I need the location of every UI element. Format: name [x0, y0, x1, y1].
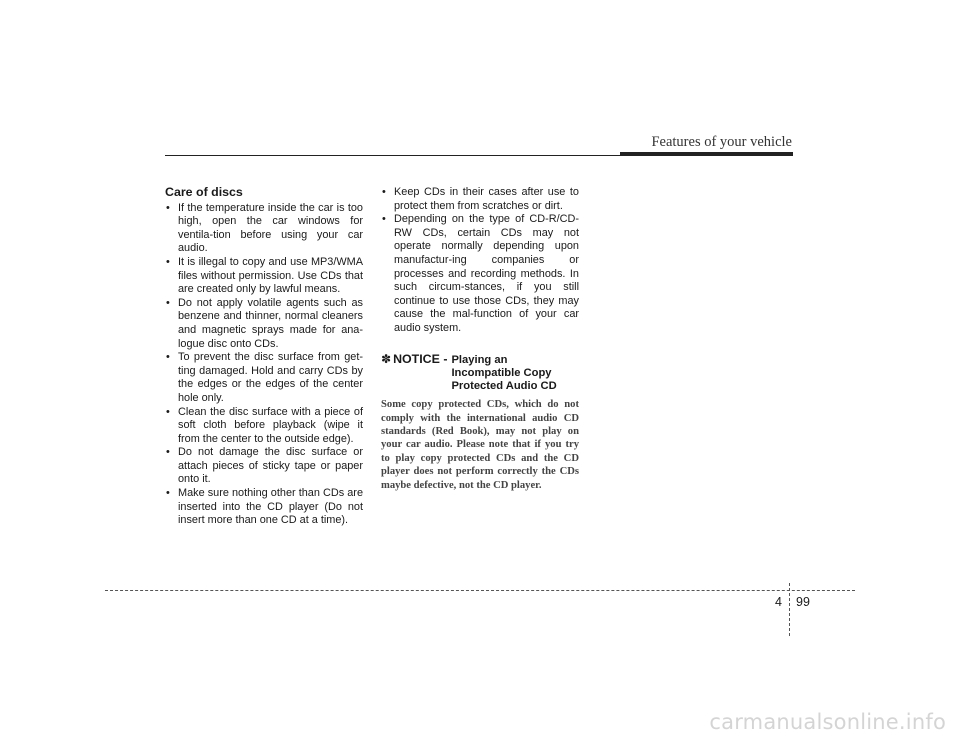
bullet-dot-icon: • — [382, 213, 386, 226]
footer-dashed-rule — [105, 590, 855, 591]
bullet-item: • To prevent the disc surface from get-ting damaged. Hold and carry CDs by the edges or the edges of the center hole only. — [166, 351, 363, 404]
notice-label — [381, 353, 447, 367]
bullet-item: • Keep CDs in their cases after use to protect them from scratches or dirt. — [382, 186, 579, 212]
bullet-item: • Depending on the type of CD-R/CD-RW CDs, certain CDs may not operate normally depending upon manufactur-ing companies or processes and recording methods. In such circum-stances, if you still continue to use those CDs, they may cause the mal-function of your car audio system. — [382, 213, 579, 334]
bullet-dot-icon: • — [166, 487, 170, 500]
cd-bullet-list — [381, 186, 579, 336]
bullet-dot-icon: • — [382, 186, 386, 198]
right-column — [381, 186, 579, 492]
watermark: carmanualsonline.info — [709, 710, 946, 734]
notice-label-text: NOTICE - — [393, 351, 448, 366]
header-title: Features of your vehicle — [651, 134, 792, 150]
header-rule-accent — [620, 152, 793, 156]
page-number: 99 — [796, 595, 810, 609]
bullet-item: • It is illegal to copy and use MP3/WMA files without permission. Use CDs that are created only by lawful means. — [166, 255, 363, 296]
bullet-dot-icon: • — [166, 255, 170, 268]
bullet-item: • Do not apply volatile agents such as benzene and thinner, normal cleaners and magnetic sprays made for ana-logue disc onto CDs. — [166, 296, 363, 350]
bullet-item: • If the temperature inside the car is too high, open the car windows for ventila-tion before using your car audio. — [166, 201, 363, 255]
bullet-item: • Clean the disc surface with a piece of soft cloth before playback (wipe it from the center to the outside edge). — [166, 405, 363, 445]
left-column — [165, 186, 363, 528]
bullet-item: • Do not damage the disc surface or attach pieces of sticky tape or paper onto it. — [166, 446, 363, 486]
notice-title-line: Protected Audio CD — [451, 379, 557, 392]
notice-title-line: Incompatible Copy — [451, 366, 552, 379]
footer-vertical-rule — [789, 583, 790, 636]
chapter-number: 4 — [775, 595, 782, 609]
bullet-item: • Make sure nothing other than CDs are inserted into the CD player (Do not insert more than one CD at a time). — [166, 487, 363, 527]
notice-title — [451, 354, 556, 394]
bullet-dot-icon: • — [166, 351, 170, 364]
care-bullet-list — [165, 202, 363, 528]
notice-body: Some copy protected CDs, which do not comply with the international audio CD standards (Red Book), may not play on your car audio. Please note that if you try to play copy protected CDs and the CD player does not perform correctly the CDs maybe defective, not the CD player. — [381, 399, 579, 491]
notice-star-icon: ✽ — [381, 351, 392, 366]
bullet-dot-icon: • — [166, 201, 170, 214]
notice-title-line: Playing an — [451, 353, 508, 366]
section-heading: Care of discs — [165, 185, 243, 199]
bullet-dot-icon: • — [166, 405, 170, 418]
bullet-dot-icon: • — [166, 296, 170, 309]
bullet-dot-icon: • — [166, 446, 170, 459]
notice-block — [381, 353, 579, 394]
